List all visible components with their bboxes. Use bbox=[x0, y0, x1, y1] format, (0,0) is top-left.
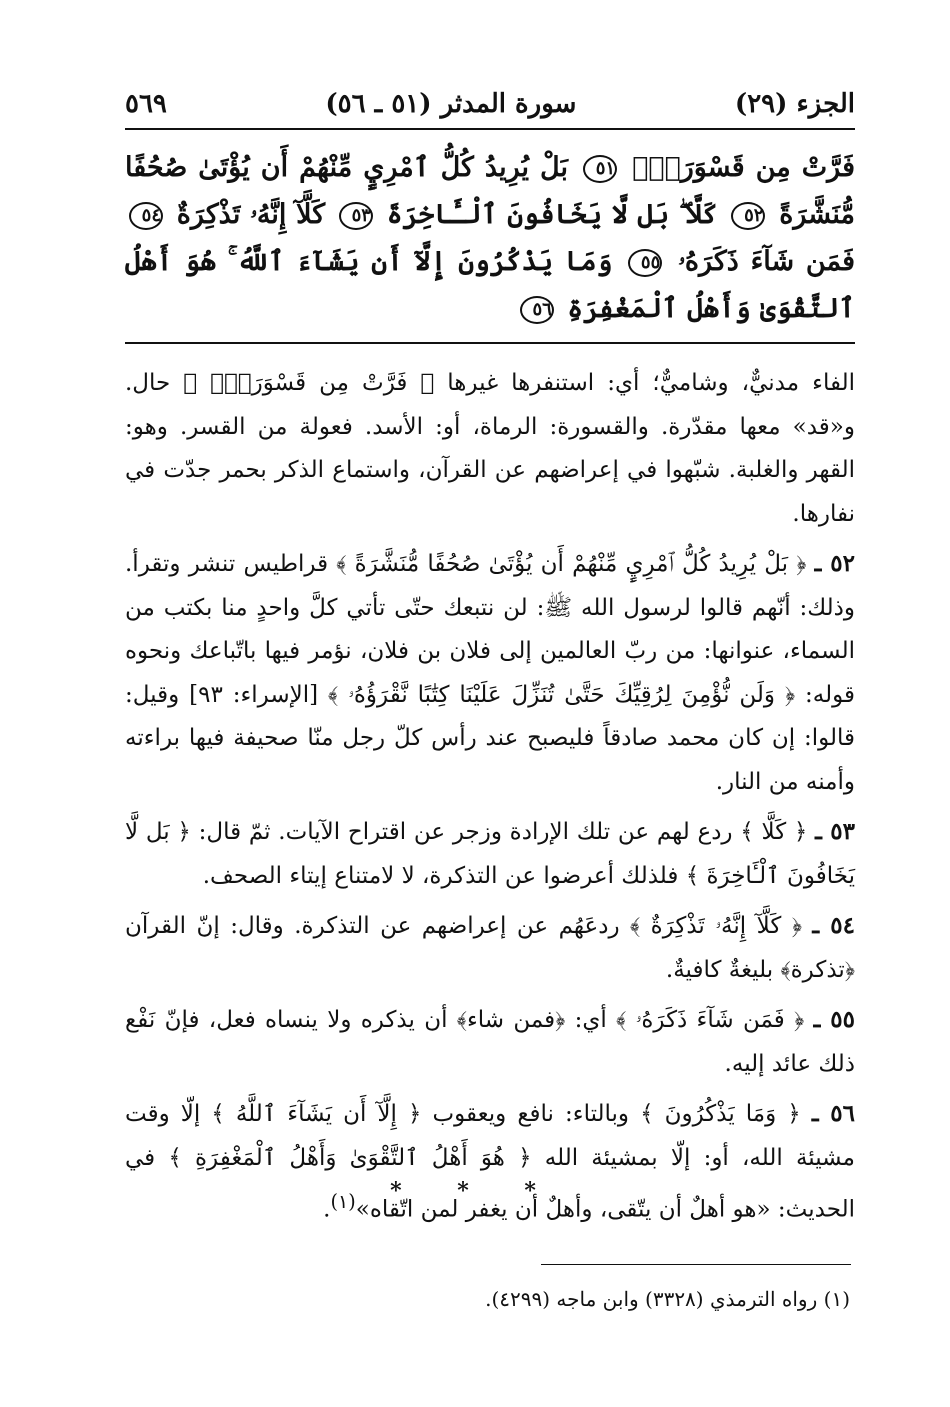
ayah-number-marker: ٥٤ bbox=[129, 202, 163, 230]
commentary-paragraph bbox=[125, 1092, 855, 1232]
ayah-number-marker: ٥٣ bbox=[339, 202, 373, 230]
running-header bbox=[125, 80, 855, 128]
verse-text: كَلَّا ۖ بَل لَّا يَخَافُونَ ٱلْـَٔاخِرَةَ bbox=[386, 199, 718, 230]
verse-text: فَرَّتْ مِن قَسْوَرَةٍۭ bbox=[632, 152, 855, 183]
verse-text: بَلْ يُرِيدُ كُلُّ ٱمْرِيٍٕ مِّنْهُمْ أَن يُؤْتَىٰ صُحُفًا مُّنَشَّرَةً bbox=[125, 152, 855, 230]
footnote-rule bbox=[541, 1264, 851, 1265]
tafsir-commentary bbox=[125, 344, 855, 1232]
commentary-text: ﴿ فَمَن شَآءَ ذَكَرَهُۥ ﴾ أي: ﴿فمن شاء﴾ أن يذكره ولا ينساه فعل، فإنّ نَفْع ذلك عائد إليه. bbox=[125, 1007, 855, 1077]
verse-number-label: ٥٤ ـ bbox=[812, 912, 856, 939]
footnote-text: رواه الترمذي (٣٣٢٨) وابن ماجه (٤٢٩٩). bbox=[485, 1287, 818, 1311]
commentary-text-end: . bbox=[323, 1196, 331, 1223]
section-separator: * * * bbox=[390, 1178, 560, 1204]
commentary-paragraph bbox=[125, 362, 855, 536]
page-content bbox=[125, 80, 855, 1238]
page-number: ٥٦٩ bbox=[125, 89, 167, 119]
commentary-paragraph bbox=[125, 904, 855, 992]
commentary-paragraph bbox=[125, 542, 855, 804]
verse-number-label: ٥٦ ـ bbox=[811, 1100, 856, 1127]
ayah-number-marker: ٥٥ bbox=[628, 249, 662, 277]
ayah-number-marker: ٥٢ bbox=[731, 202, 765, 230]
commentary-text: ﴿ بَلْ يُرِيدُ كُلُّ ٱمْرِيٍٕ مِّنْهُمْ أَن يُؤْتَىٰ صُحُفًا مُّنَشَّرَةً ﴾ قراطيس تنشر وتقرأ. وذلك: أنّهم قالوا لرسول الله ﷺ: لن نتبعك حتّى تأتي كلَّ واحدٍ منا بكتب من السماء، عنوانها: من ربّ العالمين إلى فلان بن فلان، نؤمر فيها باتّباعك ونحوه قوله: ﴿ وَلَن نُّؤْمِنَ لِرُقِيِّكَ حَتَّىٰ تُنَزِّلَ عَلَيْنَا كِتَٰبًا نَّقْرَؤُهُۥ ﴾ [الإسراء: ٩٣] وقيل: قالوا: إن كان محمد صادقاً فليصبح عند رأس كلّ رجل منّا صحيفة فيها براءته وأمنه من النار. bbox=[125, 551, 855, 795]
footnote-reference[interactable]: (١) bbox=[330, 1190, 356, 1213]
quran-verses bbox=[125, 130, 855, 342]
verse-text: كَلَّآ إِنَّهُۥ تَذْكِرَةٌ bbox=[176, 199, 326, 230]
commentary-text: الفاء مدنيٌّ، وشاميٌّ؛ أي: استنفرها غيرها ﴿ فَرَّتْ مِن قَسْوَرَةٍۭ ﴾ حال. و«قد» معها مقدّرة. والقسورة: الرماة، أو: الأسد. فعولة من القسر. وهو: القهر والغلبة. شبّهوا في إعراضهم عن القرآن، واستماع الذكر بحمر جدّت في نفارها. bbox=[125, 370, 855, 527]
commentary-text: ﴿ كَلَّآ إِنَّهُۥ تَذْكِرَةٌ ﴾ ردعَهُم عن إعراضهم عن التذكرة. وقال: إنّ القرآن ﴿تذكرة﴾ بليغةٌ كافيةٌ. bbox=[125, 913, 855, 983]
verse-number-label: ٥٣ ـ bbox=[815, 818, 856, 845]
footnote bbox=[485, 1284, 850, 1314]
footnote-marker: (١) bbox=[823, 1287, 850, 1311]
verse-number-label: ٥٥ ـ bbox=[813, 1006, 856, 1033]
verse-text: وَمَا يَذْكُرُونَ إِلَّآ أَن يَشَآءَ ٱللَّهُ ۚ هُوَ أَهْلُ ٱلتَّقْوَىٰ وَأَهْلُ ٱلْمَغْفِرَةِ bbox=[125, 246, 855, 324]
commentary-paragraph bbox=[125, 810, 855, 898]
part-label: الجزء (٢٩) bbox=[734, 89, 855, 119]
ayah-number-marker: ٥١ bbox=[583, 155, 617, 183]
surah-title: سورة المدثر (٥١ ـ ٥٦) bbox=[325, 89, 577, 119]
ayah-number-marker: ٥٦ bbox=[520, 296, 554, 324]
verse-text: فَمَن شَآءَ ذَكَرَهُۥ bbox=[678, 246, 856, 277]
commentary-text: ﴿ كَلَّا ﴾ ردع لهم عن تلك الإرادة وزجر عن اقتراح الآيات. ثمّ قال: ﴿ بَل لَّا يَخَافُونَ ٱلْـَٔاخِرَةَ ﴾ فلذلك أعرضوا عن التذكرة، لا لامتناع إيتاء الصحف. bbox=[125, 819, 855, 889]
commentary-paragraph bbox=[125, 998, 855, 1086]
verse-number-label: ٥٢ ـ bbox=[814, 550, 856, 577]
commentary-text: ﴿ وَمَا يَذْكُرُونَ ﴾ وبالتاء: نافع ويعقوب ﴿ إِلَّآ أَن يَشَآءَ ٱللَّهُ ﴾ إلّا وقت مشيئة الله، أو: إلّا بمشيئة الله ﴿ هُوَ أَهْلُ ٱلتَّقْوَىٰ وَأَهْلُ ٱلْمَغْفِرَةِ ﴾ في الحديث: «هو أهلٌ أن يتّقى، وأهلٌ أن يغفر لمن اتّقاه» bbox=[125, 1101, 855, 1223]
